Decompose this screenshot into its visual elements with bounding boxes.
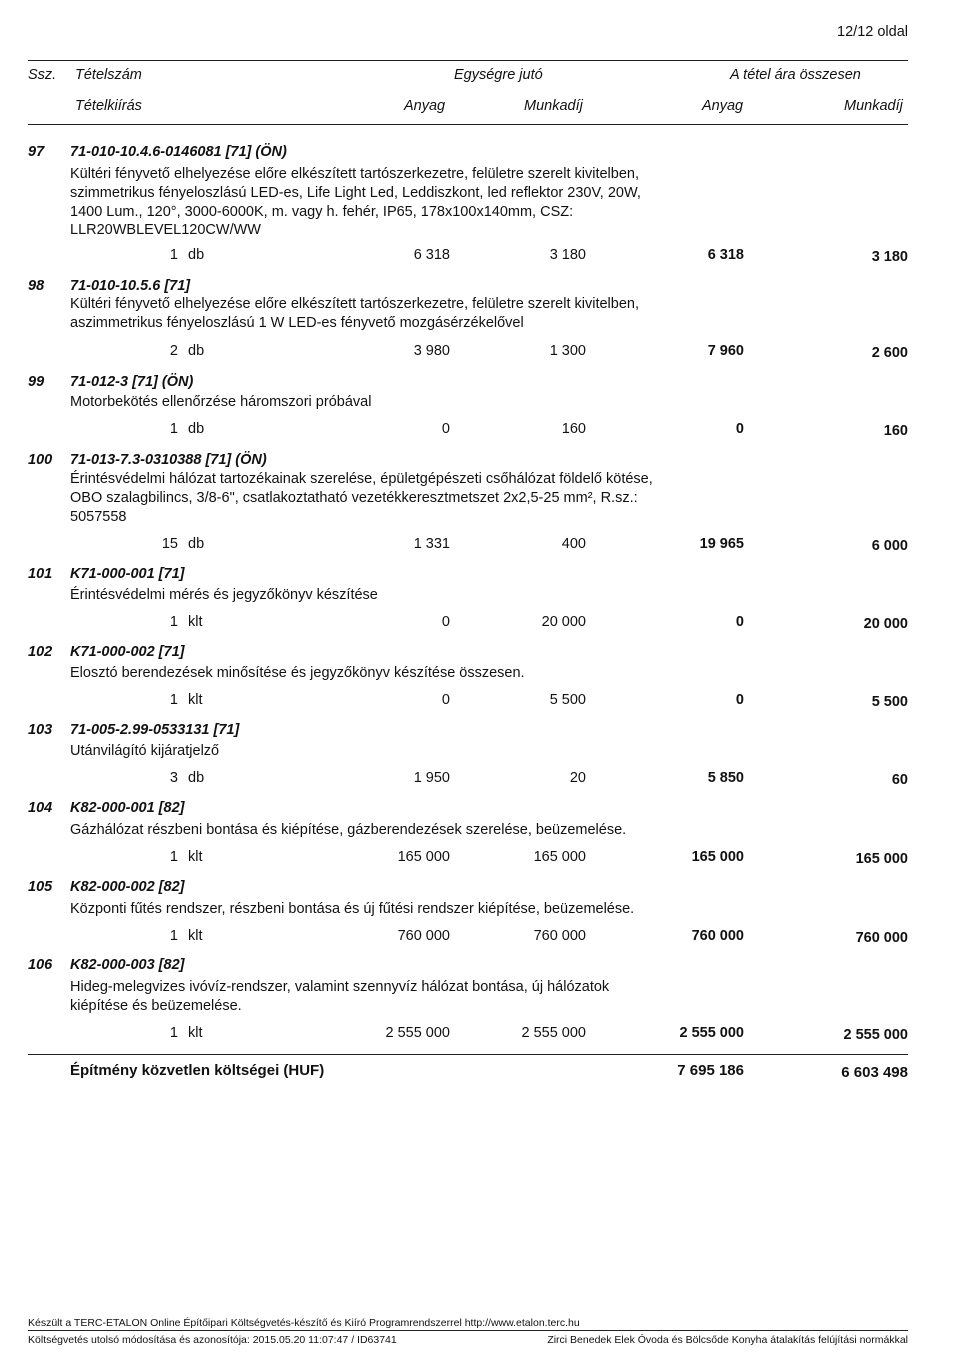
total-rule	[28, 1054, 908, 1055]
item-number: 100	[28, 452, 53, 468]
item-total-labor: 160	[883, 423, 908, 439]
item-unit: db	[188, 421, 205, 437]
item-code: 71-010-10.4.6-0146081 [71] (ÖN)	[70, 144, 287, 160]
item-qty: 2	[169, 343, 178, 359]
item-number: 98	[28, 278, 45, 294]
total-material: 7 695 186	[677, 1062, 744, 1079]
item-number: 101	[28, 566, 53, 582]
header-bottom-rule	[28, 124, 908, 125]
header-tetelszam: Tételszám	[75, 67, 142, 83]
item-unit-labor: 165 000	[533, 849, 586, 865]
item-number: 97	[28, 144, 45, 160]
item-qty: 1	[169, 421, 178, 437]
header-munkadij-2: Munkadíj	[844, 98, 903, 114]
item-total-material: 2 555 000	[679, 1025, 744, 1041]
item-unit: db	[188, 770, 205, 786]
item-total-labor: 20 000	[863, 616, 908, 632]
item-qty: 1	[169, 849, 178, 865]
item-unit: db	[188, 343, 205, 359]
item-number: 105	[28, 879, 53, 895]
item-number: 104	[28, 800, 53, 816]
item-qty: 1	[169, 928, 178, 944]
header-top-rule	[28, 60, 908, 61]
header-ssz: Ssz.	[28, 67, 57, 83]
item-unit-labor: 400	[561, 536, 586, 552]
item-code: K82-000-003 [82]	[70, 957, 185, 973]
item-total-labor: 2 600	[871, 345, 908, 361]
item-unit-labor: 20	[569, 770, 586, 786]
total-labor: 6 603 498	[841, 1064, 908, 1081]
item-code: K82-000-001 [82]	[70, 800, 185, 816]
item-unit-material: 0	[441, 421, 450, 437]
item-unit-material: 1 331	[413, 536, 450, 552]
item-total-material: 0	[735, 421, 744, 437]
total-label: Építmény közvetlen költségei (HUF)	[70, 1062, 325, 1079]
item-description: Gázhálózat részbeni bontása és kiépítése, gázberendezések szerelése, beüzemelése.	[70, 822, 627, 838]
item-unit-labor: 20 000	[541, 614, 586, 630]
item-unit: klt	[188, 614, 203, 630]
item-description: Utánvilágító kijáratjelző	[70, 743, 220, 759]
item-unit: klt	[188, 1025, 203, 1041]
item-number: 106	[28, 957, 53, 973]
item-unit-labor: 3 180	[549, 247, 586, 263]
item-code: 71-005-2.99-0533131 [71]	[70, 722, 240, 738]
item-qty: 1	[169, 247, 178, 263]
item-description: Elosztó berendezések minősítése és jegyzőkönyv készítése összesen.	[70, 665, 525, 681]
item-total-material: 165 000	[691, 849, 744, 865]
footer-rule	[28, 1330, 908, 1331]
item-unit-labor: 2 555 000	[521, 1025, 586, 1041]
item-unit-material: 165 000	[397, 849, 450, 865]
item-description: Érintésvédelmi mérés és jegyzőkönyv készítése	[70, 587, 378, 603]
item-unit: db	[188, 536, 205, 552]
item-description: Motorbekötés ellenőrzése háromszori próbával	[70, 394, 372, 410]
item-unit-material: 0	[441, 692, 450, 708]
page-number: 12/12 oldal	[837, 24, 908, 40]
item-total-material: 0	[735, 692, 744, 708]
item-description: Kültéri fényvető elhelyezése előre elkészített tartószerkezetre, felületre szerelt kivitelben, szimmetrikus fényeloszlású LED-es, Life Light Led, Leddiszkont, led reflektor 230V, 20W, 1400 Lum., 120°, 3000-6000K, m. vagy h. fehér, IP65, 178x100x140mm, CSZ: LLR20WBLEVEL120CW/WW	[70, 166, 641, 239]
item-unit-material: 760 000	[397, 928, 450, 944]
item-description: Kültéri fényvető elhelyezése előre elkészített tartószerkezetre, felületre szerelt kivitelben, aszimmetrikus fényeloszlású 1 W LED-es fényvető mozgásérzékelővel	[70, 296, 639, 331]
item-unit: klt	[188, 849, 203, 865]
item-unit: db	[188, 247, 205, 263]
header-tetel-ara: A tétel ára összesen	[730, 67, 861, 83]
item-qty: 3	[169, 770, 178, 786]
item-code: 71-010-10.5.6 [71]	[70, 278, 191, 294]
item-total-labor: 6 000	[871, 538, 908, 554]
header-anyag-2: Anyag	[702, 98, 744, 114]
item-number: 99	[28, 374, 45, 390]
header-tetelkiiras: Tételkiírás	[75, 98, 142, 114]
item-total-labor: 5 500	[871, 694, 908, 710]
item-unit-material: 0	[441, 614, 450, 630]
header-egysegre-juto: Egységre jutó	[454, 67, 543, 83]
item-total-labor: 2 555 000	[843, 1027, 908, 1043]
item-total-labor: 760 000	[855, 930, 908, 946]
item-unit-material: 1 950	[413, 770, 450, 786]
item-description: Hideg-melegvizes ivóvíz-rendszer, valamint szennyvíz hálózat bontása, új hálózatok kiépítése és beüzemelése.	[70, 979, 610, 1014]
item-total-labor: 165 000	[855, 851, 908, 867]
item-total-material: 0	[735, 614, 744, 630]
footer-generator: Készült a TERC-ETALON Online Építőipari Költségvetés-készítő és Kiíró Programrendszerrel http://www.etalon.terc.hu	[28, 1317, 580, 1329]
item-total-material: 19 965	[699, 536, 744, 552]
item-code: 71-012-3 [71] (ÖN)	[70, 374, 194, 390]
item-qty: 1	[169, 692, 178, 708]
item-total-labor: 3 180	[871, 249, 908, 265]
item-total-material: 7 960	[707, 343, 744, 359]
item-description: Központi fűtés rendszer, részbeni bontása és új fűtési rendszer kiépítése, beüzemelése.	[70, 901, 635, 917]
item-unit-labor: 760 000	[533, 928, 586, 944]
item-code: K82-000-002 [82]	[70, 879, 185, 895]
item-qty: 1	[169, 614, 178, 630]
item-total-material: 6 318	[707, 247, 744, 263]
item-code: 71-013-7.3-0310388 [71] (ÖN)	[70, 452, 267, 468]
item-unit-material: 3 980	[413, 343, 450, 359]
item-qty: 1	[169, 1025, 178, 1041]
item-code: K71-000-002 [71]	[70, 644, 185, 660]
item-code: K71-000-001 [71]	[70, 566, 185, 582]
header-munkadij-1: Munkadíj	[524, 98, 583, 114]
item-number: 102	[28, 644, 53, 660]
item-unit-material: 2 555 000	[385, 1025, 450, 1041]
item-total-labor: 60	[891, 772, 908, 788]
item-description: Érintésvédelmi hálózat tartozékainak szerelése, épületgépészeti csőhálózat földelő kötése, OBO szalagbilincs, 3/8-6", csatlakoztatható vezetékkeresztmetszet 2x2,5-25 mm², R.sz.: 5057558	[70, 471, 653, 525]
item-total-material: 760 000	[691, 928, 744, 944]
item-qty: 15	[161, 536, 178, 552]
item-unit-material: 6 318	[413, 247, 450, 263]
footer-modified: Költségvetés utolsó módosítása és azonosítója: 2015.05.20 11:07:47 / ID63741	[28, 1334, 397, 1346]
item-unit: klt	[188, 928, 203, 944]
item-number: 103	[28, 722, 53, 738]
item-unit-labor: 160	[561, 421, 586, 437]
header-anyag-1: Anyag	[404, 98, 446, 114]
item-total-material: 5 850	[707, 770, 744, 786]
footer-project: Zirci Benedek Elek Óvoda és Bölcsőde Konyha átalakítás felújítási normákkal	[547, 1334, 908, 1346]
item-unit-labor: 1 300	[549, 343, 586, 359]
item-unit-labor: 5 500	[549, 692, 586, 708]
item-unit: klt	[188, 692, 203, 708]
